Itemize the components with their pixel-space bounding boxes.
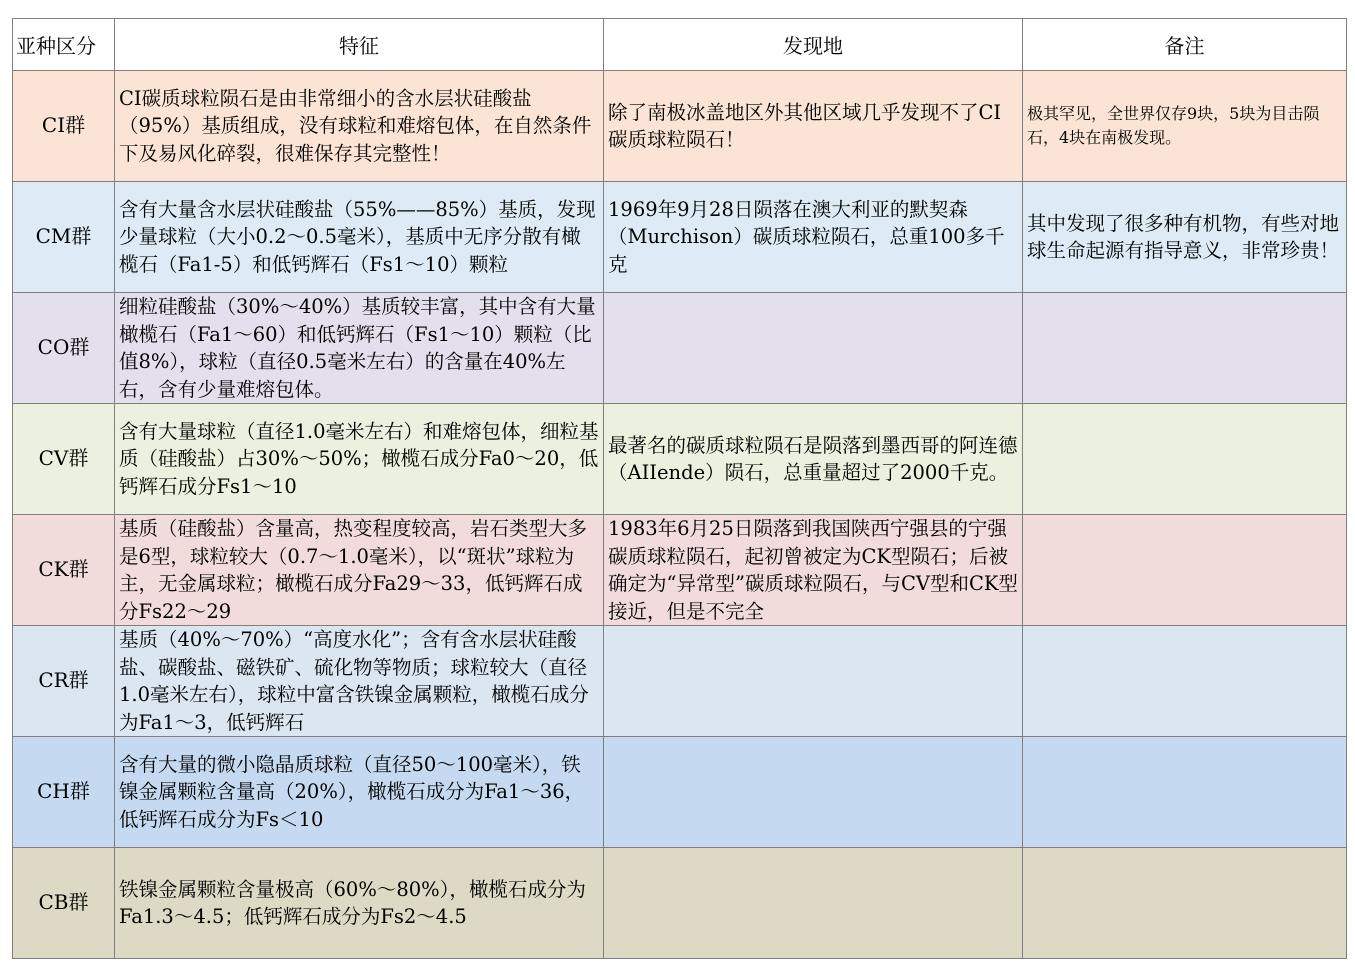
location-text: 最著名的碳质球粒陨石是陨落到墨西哥的阿连德（AIIende）陨石，总重量超过了2000千克。 [608,433,1018,484]
note-text: 其中发现了很多种有机物，有些对地球生命起源有指导意义，非常珍贵！ [1027,211,1340,262]
header-location: 发现地 [604,19,1023,71]
subgroup-name: CM群 [13,182,115,293]
feature-cell [115,71,604,182]
note-cell [1023,626,1347,737]
table-row [13,515,1347,626]
note-cell [1023,71,1347,182]
note-cell [1023,293,1347,404]
location-cell [604,737,1023,848]
header-subgroup: 亚种区分 [13,19,115,71]
subgroup-name: CI群 [13,71,115,182]
location-text: 1969年9月28日陨落在澳大利亚的默契森（Murchison）碳质球粒陨石，总重100多千克 [608,197,1005,276]
subgroup-name: CK群 [13,515,115,626]
feature-cell [115,404,604,515]
subgroup-name: CV群 [13,404,115,515]
feature-text: CI碳质球粒陨石是由非常细小的含水层状硅酸盐（95%）基质组成，没有球粒和难熔包体，在自然条件下及易风化碎裂，很难保存其完整性！ [119,86,592,165]
feature-text: 细粒硅酸盐（30%～40%）基质较丰富，其中含有大量橄榄石（Fa1～60）和低钙辉石（Fs1～10）颗粒（比值8%），球粒（直径0.5毫米左右）的含量在40%左右，含有少量难熔包体。 [119,295,596,401]
feature-text: 含有大量的微小隐晶质球粒（直径50～100毫米），铁镍金属颗粒含量高（20%），橄榄石成分为Fa1～36，低钙辉石成分为Fs＜10 [119,752,585,831]
header-row [13,19,1347,71]
note-cell [1023,182,1347,293]
table-row [13,737,1347,848]
feature-cell [115,293,604,404]
location-cell [604,848,1023,959]
subgroup-name: CB群 [13,848,115,959]
table-row [13,404,1347,515]
feature-text: 基质（硅酸盐）含量高，热变程度较高，岩石类型大多是6型，球粒较大（0.7～1.0毫米），以“斑状”球粒为主，无金属球粒；橄榄石成分Fa29～33，低钙辉石成分Fs22～29 [119,517,588,623]
header-feature: 特征 [115,19,604,71]
note-cell [1023,737,1347,848]
subgroup-name: CH群 [13,737,115,848]
feature-cell [115,626,604,737]
location-cell [604,626,1023,737]
feature-text: 含有大量含水层状硅酸盐（55%——85%）基质，发现少量球粒（大小0.2～0.5毫米），基质中无序分散有橄榄石（Fa1-5）和低钙辉石（Fs1～10）颗粒 [119,197,596,276]
location-text: 1983年6月25日陨落到我国陕西宁强县的宁强碳质球粒陨石，起初曾被定为CK型陨石；后被确定为“异常型”碳质球粒陨石，与CV型和CK型接近，但是不完全 [608,517,1018,623]
feature-text: 铁镍金属颗粒含量极高（60%～80%），橄榄石成分为Fa1.3～4.5；低钙辉石成分为Fs2～4.5 [119,877,586,928]
feature-text: 含有大量球粒（直径1.0毫米左右）和难熔包体，细粒基质（硅酸盐）占30%～50%；橄榄石成分Fa0～20，低钙辉石成分Fs1～10 [119,419,599,498]
table-row [13,71,1347,182]
subgroup-name: CR群 [13,626,115,737]
table-row [13,848,1347,959]
table-row [13,293,1347,404]
header-note: 备注 [1023,19,1347,71]
location-cell [604,71,1023,182]
table-row [13,626,1347,737]
location-cell [604,404,1023,515]
meteorite-subgroup-table [12,18,1347,959]
feature-cell [115,515,604,626]
subgroup-name: CO群 [13,293,115,404]
feature-text: 基质（40%～70%）“高度水化”；含有含水层状硅酸盐、碳酸盐、磁铁矿、硫化物等物质；球粒较大（直径1.0毫米左右），球粒中富含铁镍金属颗粒，橄榄石成分为Fa1～3，低钙辉石 [119,628,589,734]
note-text: 极其罕见，全世界仅存9块，5块为目击陨石，4块在南极发现。 [1027,104,1320,147]
feature-cell [115,182,604,293]
location-cell [604,293,1023,404]
location-cell [604,515,1023,626]
table-row [13,182,1347,293]
feature-cell [115,848,604,959]
note-cell [1023,404,1347,515]
note-cell [1023,515,1347,626]
location-cell [604,182,1023,293]
feature-cell [115,737,604,848]
location-text: 除了南极冰盖地区外其他区域几乎发现不了CI碳质球粒陨石！ [608,100,1002,151]
note-cell [1023,848,1347,959]
